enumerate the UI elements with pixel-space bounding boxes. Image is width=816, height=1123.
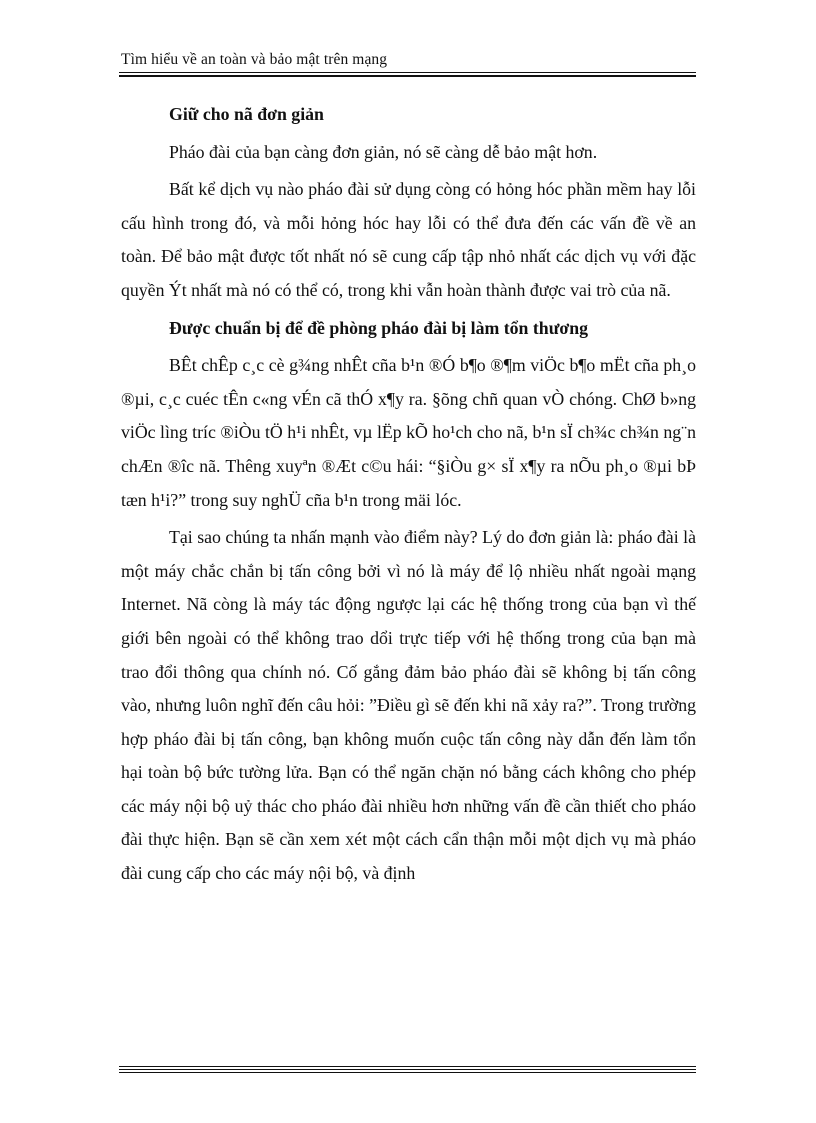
paragraph: Tại sao chúng ta nhấn mạnh vào điểm này? Lý do đơn giản là: pháo đài là một máy chắc chắn bị tấn công bởi vì nó là máy để lộ nhiều nhất ngoài mạng Internet. Nã còng là máy tác động ngược lại các hệ thống trong của bạn vì thế giới bên ngoài có thể không trao dổi trực tiếp với hệ thống trong của bạn mà trao đổi thông qua chính nó. Cố gắng đảm bảo pháo đài sẽ không bị tấn công vào, nhưng luôn nghĩ đến câu hỏi: ”Điều gì sẽ đến khi nã xảy ra?”. Trong trường hợp pháo đài bị tấn công, bạn không muốn cuộc tấn công này dẫn đến làm tổn hại toàn bộ bức tường lửa. Bạn có thể ngăn chặn nó bằng cách không cho phép các máy nội bộ uỷ thác cho pháo đài nhiều hơn những vấn đề cần thiết cho pháo đài thực hiện. Bạn sẽ cần xem xét một cách cẩn thận mỗi một dịch vụ mà pháo đài cung cấp cho các máy nội bộ, và định — [121, 527, 696, 884]
paragraph: Bất kể dịch vụ nào pháo đài sử dụng còng có hỏng hóc phần mềm hay lỗi cấu hình trong đó, và mỗi hỏng hóc hay lỗi có thể đưa đến các vấn đề về an toàn. Để bảo mật được tốt nhất nó sẽ cung cấp tập nhỏ nhất các dịch vụ với đặc quyền Ýt nhất mà nó có thể có, trong khi vẫn hoàn thành được vai trò của nã. — [121, 179, 696, 300]
header-rule-top — [119, 72, 696, 73]
paragraph: BÊt chÊp c¸c cè g¾ng nhÊt cña b¹n ®Ó b¶o ®¶m viÖc b¶o mËt cña ph¸o ®µi, c¸c cuéc tÊn c«ng vÉn cã thÓ x¶y ra. §õng chñ quan vÒ chóng. ChØ b»ng viÖc lìng tríc ®iÒu tÖ h¹i nhÊt, vµ lËp kÕ ho¹ch cho nã, b¹n sÏ ch¾c ch¾n ng¨n chÆn ®îc nã. Thêng xuyªn ®Æt c©u hái: “§iÒu g× sÏ x¶y ra nÕu ph¸o ®µi bÞ tæn h¹i?” trong suy nghÜ cña b¹n trong mäi lóc. — [121, 355, 696, 510]
footer-rule — [119, 1066, 696, 1073]
body-text — [121, 98, 696, 891]
paragraph: Pháo đài của bạn càng đơn giản, nó sẽ càng dễ bảo mật hơn. — [169, 141, 598, 162]
running-header: Tìm hiểu về an toàn và bảo mật trên mạng — [121, 51, 388, 68]
section-heading-simple: Giữ cho nã đơn giản — [169, 104, 324, 124]
section-heading-prepared: Được chuẩn bị để đề phòng pháo đài bị làm tổn thương — [169, 317, 588, 338]
header-rule-bottom — [119, 75, 696, 77]
